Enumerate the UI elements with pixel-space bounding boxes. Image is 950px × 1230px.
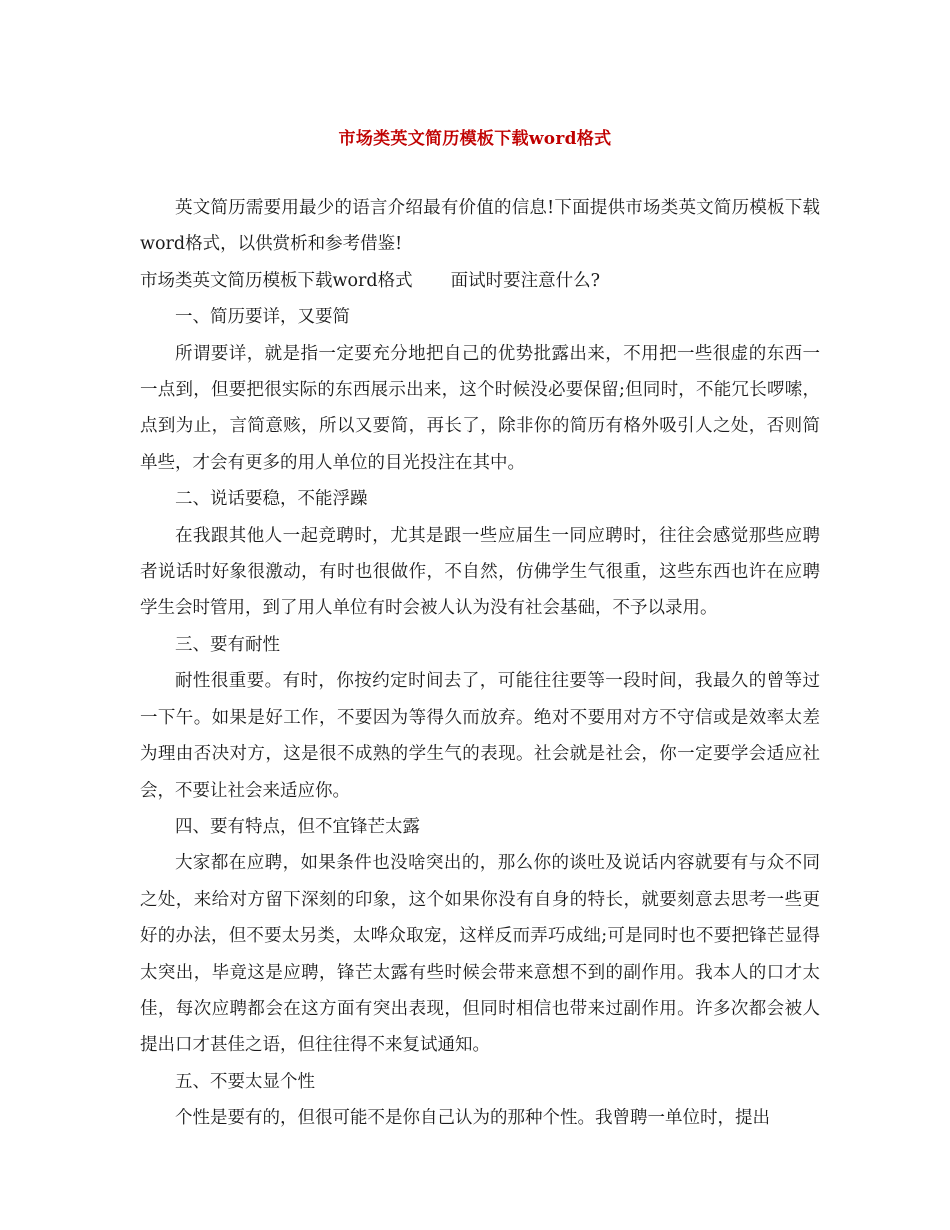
document-body (140, 190, 820, 1137)
subheading-right: 面试时要注意什么? (450, 270, 600, 291)
subheading-line (140, 263, 820, 299)
section-body: 在我跟其他人一起竞聘时，尤其是跟一些应届生一同应聘时，往往会感觉那些应聘者说话时好象很激动，有时也很做作，不自然，仿佛学生气很重，这些东西也许在应聘学生会时管用，到了用人单位有时会被人认为没有社会基础，不予以录用。 (140, 525, 820, 619)
subheading-left: 市场类英文简历模板下载word格式 (140, 270, 413, 291)
section-heading: 五、不要太显个性 (175, 1071, 315, 1092)
section-heading: 四、要有特点，但不宜锋芒太露 (175, 816, 420, 837)
section-heading: 一、简历要详，又要简 (175, 307, 350, 328)
section-body: 大家都在应聘，如果条件也没啥突出的，那么你的谈吐及说话内容就要有与众不同之处，来给对方留下深刻的印象，这个如果你没有自身的特长，就要刻意去思考一些更好的办法，但不要太另类，太哗众取宠，这样反而弄巧成绌;可是同时也不要把锋芒显得太突出，毕竟这是应聘，锋芒太露有些时候会带来意想不到的副作用。我本人的口才太佳，每次应聘都会在这方面有突出表现，但同时相信也带来过副作用。许多次都会被人提出口才甚佳之语，但往往得不来复试通知。 (140, 853, 820, 1056)
section-body: 个性是要有的，但很可能不是你自己认为的那种个性。我曾聘一单位时，提出 (175, 1108, 770, 1129)
section-body: 耐性很重要。有时，你按约定时间去了，可能往往要等一段时间，我最久的曾等过一下午。如果是好工作，不要因为等得久而放弃。绝对不要用对方不守信或是效率太差为理由否决对方，这是很不成熟的学生气的表现。社会就是社会，你一定要学会适应社会，不要让社会来适应你。 (140, 671, 820, 801)
section-heading: 三、要有耐性 (175, 634, 280, 655)
section-heading: 二、说话要稳，不能浮躁 (175, 489, 368, 510)
document-title: 市场类英文简历模板下载word格式 (338, 129, 612, 149)
section-body: 所谓要详，就是指一定要充分地把自己的优势批露出来，不用把一些很虚的东西一一点到，但要把很实际的东西展示出来，这个时候没必要保留;但同时，不能冗长啰嗦，点到为止，言简意赅，所以又要简，再长了，除非你的简历有格外吸引人之处，否则简单些，才会有更多的用人单位的目光投注在其中。 (140, 343, 820, 473)
intro-paragraph: 英文简历需要用最少的语言介绍最有价值的信息!下面提供市场类英文简历模板下载word格式，以供赏析和参考借鉴! (140, 198, 820, 255)
